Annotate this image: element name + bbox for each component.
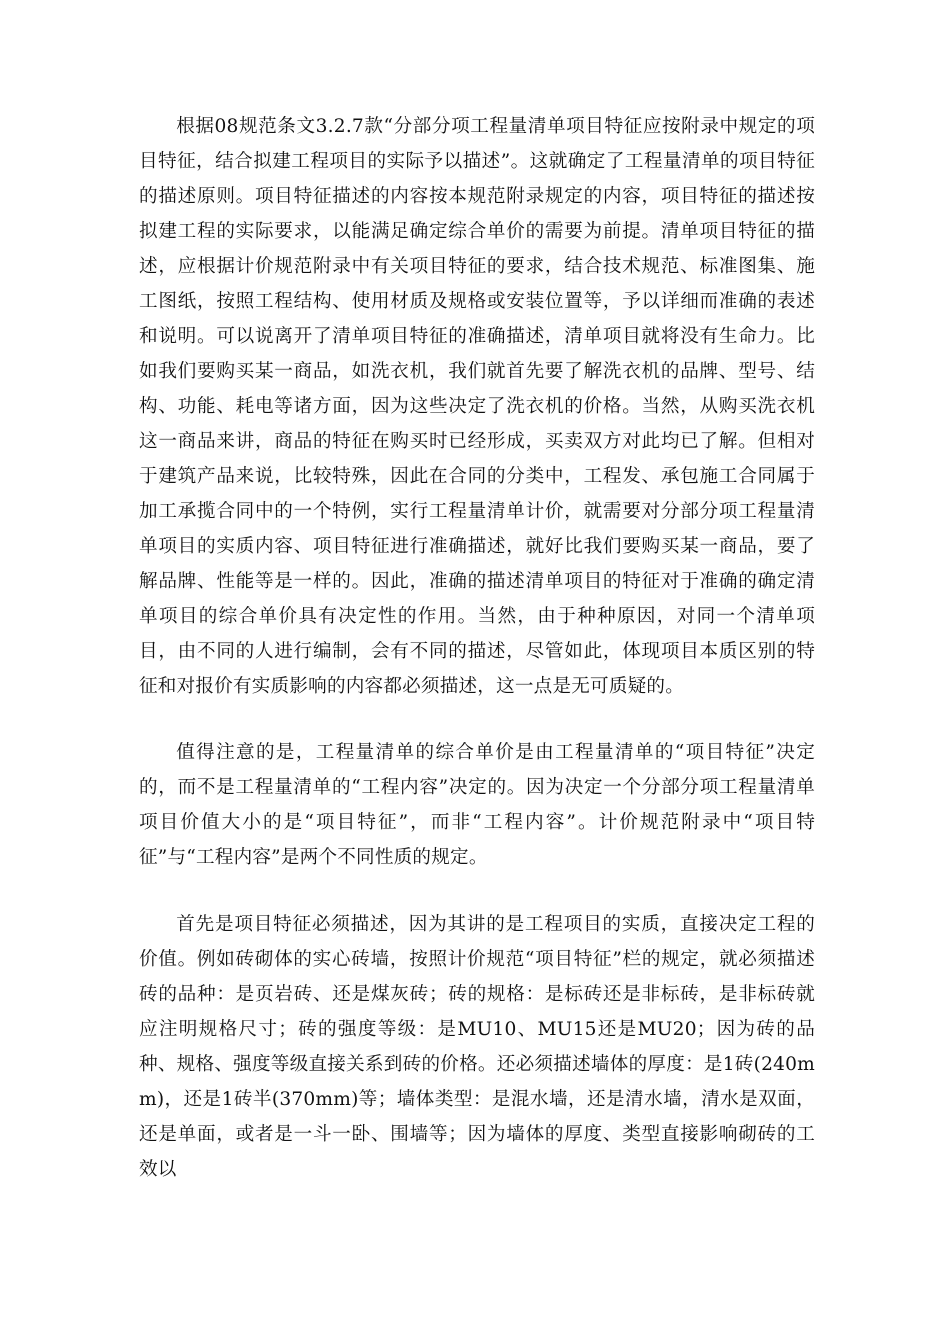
paragraph-2: 值得注意的是，工程量清单的综合单价是由工程量清单的“项目特征”决定的，而不是工程量清单的“工程内容”决定的。因为决定一个分部分项工程量清单项目价值大小的是“项目特征”，而非“工程内容”。计价规范附录中“项目特征”与“工程内容”是两个不同性质的规定。 bbox=[139, 742, 815, 868]
paragraph-1: 根据08规范条文3.2.7款“分部分项工程量清单项目特征应按附录中规定的项目特征，结合拟建工程项目的实际予以描述”。这就确定了工程量清单的项目特征的描述原则。项目特征描述的内容按本规范附录规定的内容，项目特征的描述按拟建工程的实际要求，以能满足确定综合单价的需要为前提。清单项目特征的描述，应根据计价规范附录中有关项目特征的要求，结合技术规范、标准图集、施工图纸，按照工程结构、使用材质及规格或安装位置等，予以详细而准确的表述和说明。可以说离开了清单项目特征的准确描述，清单项目就将没有生命力。比如我们要购买某一商品，如洗衣机，我们就首先要了解洗衣机的品牌、型号、结构、功能、耗电等诸方面，因为这些决定了洗衣机的价格。当然，从购买洗衣机这一商品来讲，商品的特征在购买时已经形成，买卖双方对此均已了解。但相对于建筑产品来说，比较特殊，因此在合同的分类中，工程发、承包施工合同属于加工承揽合同中的一个特例，实行工程量清单计价，就需要对分部分项工程量清单项目的实质内容、项目特征进行准确描述，就好比我们要购买某一商品，要了解品牌、性能等是一样的。因此，准确的描述清单项目的特征对于准确的确定清单项目的综合单价具有决定性的作用。当然，由于种种原因，对同一个清单项目，由不同的人进行编制，会有不同的描述，尽管如此，体现项目本质区别的特征和对报价有实质影响的内容都必须描述，这一点是无可质疑的。 bbox=[139, 116, 815, 697]
paragraph-3: 首先是项目特征必须描述，因为其讲的是工程项目的实质，直接决定工程的价值。例如砖砌体的实心砖墙，按照计价规范“项目特征”栏的规定，就必须描述砖的品种：是页岩砖、还是煤灰砖；砖的规格：是标砖还是非标砖，是非标砖就应注明规格尺寸；砖的强度等级：是MU10、MU15还是MU20；因为砖的品种、规格、强度等级直接关系到砖的价格。还必须描述墙体的厚度：是1砖(240mm)，还是1砖半(370mm)等；墙体类型：是混水墙，还是清水墙，清水是双面，还是单面，或者是一斗一卧、围墙等；因为墙体的厚度、类型直接影响砌砖的工效以 bbox=[139, 914, 815, 1180]
document-body bbox=[139, 109, 815, 1187]
